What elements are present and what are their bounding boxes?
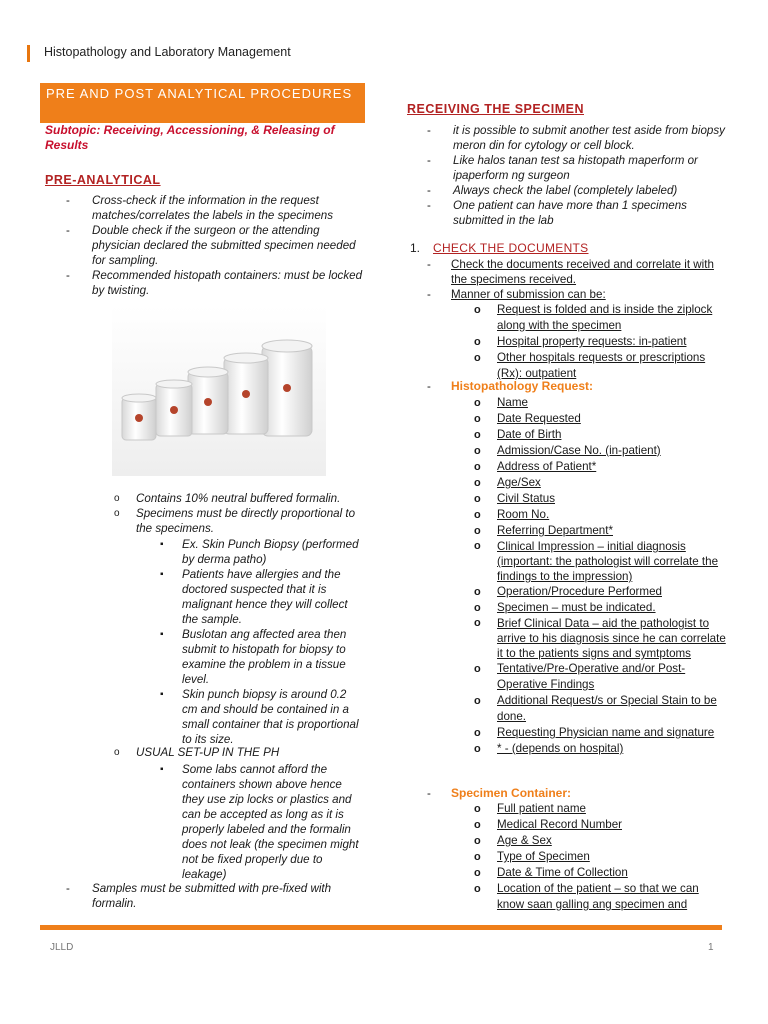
page-number: 1	[708, 942, 714, 953]
check-docs-heading: CHECK THE DOCUMENTS	[433, 241, 589, 255]
list-item: o * - (depends on hospital)	[474, 741, 726, 757]
list-item: o Age/Sex	[474, 475, 726, 491]
list-item: - Double check if the surgeon or the attending physician declared the submitted specimen needed for sampling.	[66, 223, 366, 268]
list-item: o Medical Record Number	[474, 817, 726, 833]
list-item: - Recommended histopath containers: must be locked by twisting.	[66, 268, 366, 298]
list-item: - Cross-check if the information in the request matches/correlates the labels in the specimens	[66, 193, 366, 223]
list-item: o USUAL SET-UP IN THE PH	[114, 745, 364, 760]
list-item: - Like halos tanan test sa histopath maperform or ipaperform ng surgeon	[427, 153, 727, 183]
list-item: o Requesting Physician name and signature	[474, 725, 726, 741]
list-item	[427, 287, 727, 302]
list-item: o Admission/Case No. (in-patient)	[474, 443, 726, 459]
list-item: o Referring Department*	[474, 523, 726, 539]
examples-list	[160, 537, 365, 747]
document-header-title: Histopathology and Laboratory Management	[44, 45, 291, 59]
list-item: o Specimens must be directly proportional to the specimens.	[114, 506, 364, 536]
list-item: o Room No.	[474, 507, 726, 523]
list-item: ▪ Patients have allergies and the doctored suspected that it is malignant hence they will collect the sample.	[160, 567, 365, 627]
list-item	[427, 786, 727, 801]
pre-analytical-heading: PRE-ANALYTICAL	[45, 173, 161, 187]
specimen-container-heading: Specimen Container:	[451, 786, 572, 800]
histopath-request-heading: Histopathology Request:	[451, 379, 594, 393]
manner-list	[474, 302, 726, 382]
header-accent-bar	[27, 45, 30, 62]
specimen-containers-image	[112, 306, 326, 476]
usual-setup-list	[114, 745, 364, 760]
check-docs-number: 1.	[410, 241, 421, 255]
request-heading-list	[427, 379, 727, 394]
receiving-list	[427, 123, 727, 228]
list-item-text: Manner of submission can be:	[451, 288, 606, 301]
list-item: o Operation/Procedure Performed	[474, 584, 726, 600]
list-item: o Date & Time of Collection	[474, 865, 726, 881]
pre-fixed-list	[66, 881, 366, 911]
list-item: o Full patient name	[474, 801, 726, 817]
request-fields-list	[474, 395, 726, 757]
list-item: ▪ Ex. Skin Punch Biopsy (performed by derma patho)	[160, 537, 365, 567]
list-item: o Clinical Impression – initial diagnosis (important: the pathologist will correlate the findings to the impression)	[474, 539, 726, 584]
list-item: o Type of Specimen	[474, 849, 726, 865]
list-item: - Samples must be submitted with pre-fixed with formalin.	[66, 881, 366, 911]
receiving-heading: RECEIVING THE SPECIMEN	[407, 102, 584, 116]
list-item: o Brief Clinical Data – aid the pathologist to arrive to his diagnosis since he can correlate it to the patients signs and symtptoms	[474, 616, 726, 661]
list-item	[427, 379, 727, 394]
footer-initials: JLLD	[50, 942, 74, 953]
container-fields-list	[474, 801, 726, 913]
list-item: o Date Requested	[474, 411, 726, 427]
list-item: o Tentative/Pre-Operative and/or Post-Operative Findings	[474, 661, 726, 693]
list-item: o Address of Patient*	[474, 459, 726, 475]
list-item: o Location of the patient – so that we can know saan galling ang specimen and	[474, 881, 726, 913]
footer-rule	[40, 925, 722, 930]
list-item: o Age & Sex	[474, 833, 726, 849]
list-item: o Request is folded and is inside the ziplock along with the specimen	[474, 302, 726, 334]
list-item: - it is possible to submit another test aside from biopsy meron din for cytology or cell block.	[427, 123, 727, 153]
check-docs-list	[427, 257, 727, 302]
subtopic-line: Subtopic: Receiving, Accessioning, & Releasing of Results	[45, 123, 335, 152]
list-item: o Contains 10% neutral buffered formalin.	[114, 491, 364, 506]
list-item: o Name	[474, 395, 726, 411]
section-title: PRE AND POST ANALYTICAL PROCEDURES	[46, 86, 353, 101]
pre-analytical-list	[66, 193, 366, 298]
setup-items-list	[160, 762, 365, 882]
list-item: ▪ Skin punch biopsy is around 0.2 cm and should be contained in a small container that is proportional to its size.	[160, 687, 365, 747]
list-item: - Always check the label (completely labeled)	[427, 183, 727, 198]
container-heading-list	[427, 786, 727, 801]
list-item: o Civil Status	[474, 491, 726, 507]
list-item: o Hospital property requests: in-patient	[474, 334, 726, 350]
list-item: ▪ Some labs cannot afford the containers shown above hence they use zip locks or plastics and can be accepted as long as it is properly labeled and the formalin does not leak (the specimen might not be fixed properly due to leakage)	[160, 762, 365, 882]
list-item: o Additional Request/s or Special Stain to be done.	[474, 693, 726, 725]
list-item: o Date of Birth	[474, 427, 726, 443]
list-item: o Other hospitals requests or prescriptions (Rx): outpatient	[474, 350, 726, 382]
list-item	[427, 257, 727, 287]
container-sub-list	[114, 491, 364, 536]
list-item: o Specimen – must be indicated.	[474, 600, 726, 616]
list-item-text: Check the documents received and correlate it with the specimens received.	[451, 258, 714, 286]
list-item: - One patient can have more than 1 specimens submitted in the lab	[427, 198, 727, 228]
list-item: ▪ Buslotan ang affected area then submit to histopath for biopsy to examine the problem in a tissue level.	[160, 627, 365, 687]
